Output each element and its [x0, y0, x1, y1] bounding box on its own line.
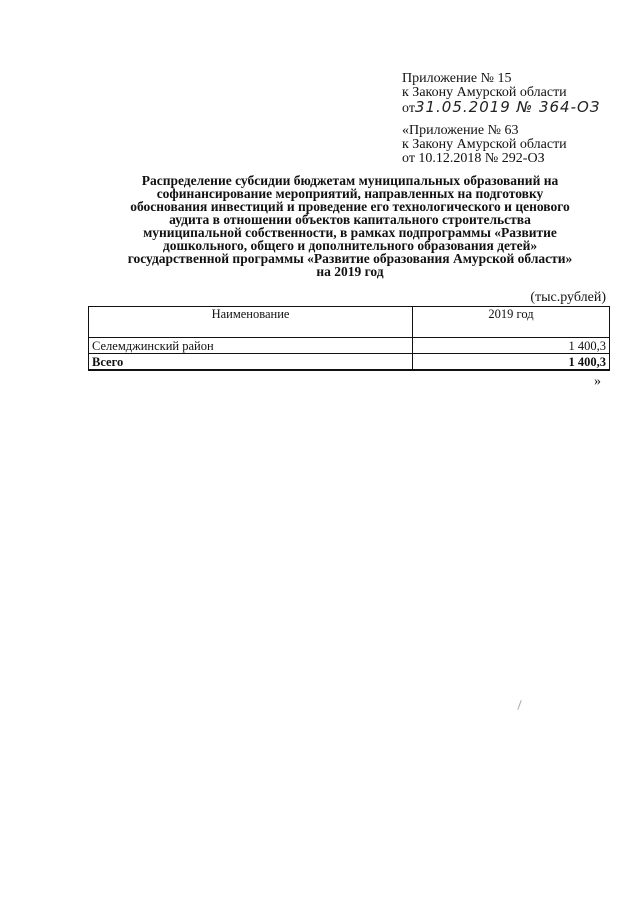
- appendix-law-ref: к Закону Амурской области: [402, 85, 567, 100]
- appendix-number: Приложение № 15: [402, 71, 512, 86]
- original-appendix-law-ref: к Закону Амурской области: [402, 137, 567, 152]
- table-header-row: [89, 307, 610, 338]
- subsidy-table: [88, 306, 610, 371]
- appendix-date-line: [402, 100, 627, 116]
- table-total-row: [89, 354, 610, 371]
- units-label: (тыс.рублей): [530, 290, 606, 305]
- original-appendix-date: от 10.12.2018 № 292-ОЗ: [402, 151, 545, 166]
- handwritten-date-number: 31.05.2019 № 364-ОЗ: [414, 98, 601, 116]
- title-line: Распределение субсидии бюджетам муниципальных образований на: [141, 173, 559, 188]
- original-appendix-header: [402, 124, 627, 166]
- row-value: 1 400,3: [413, 338, 610, 354]
- title-line: муниципальной собственности, в рамках подпрограммы «Развитие: [143, 225, 557, 240]
- title-line: софинансирование мероприятий, направленных на подготовку: [156, 186, 544, 201]
- total-label: Всего: [89, 354, 413, 371]
- title-line: государственной программы «Развитие образования Амурской области»: [127, 251, 573, 266]
- title-line: дошкольного, общего и дополнительного образования детей»: [162, 238, 538, 253]
- column-header-year: 2019 год: [413, 307, 610, 338]
- closing-quote: »: [594, 374, 601, 389]
- document-title: [90, 174, 610, 278]
- title-line: обоснования инвестиций и проведение его технологического и ценового: [130, 199, 570, 214]
- scan-speck: [517, 700, 521, 710]
- column-header-name: Наименование: [89, 307, 413, 338]
- title-line: аудита в отношении объектов капитального строительства: [169, 212, 531, 227]
- original-appendix-number: «Приложение № 63: [402, 123, 519, 138]
- total-value: 1 400,3: [413, 354, 610, 371]
- table-row: [89, 338, 610, 354]
- appendix-header: [402, 72, 627, 116]
- title-line: на 2019 год: [316, 264, 384, 279]
- appendix-date-prefix: от: [402, 101, 415, 116]
- row-name: Селемджинский район: [89, 338, 413, 354]
